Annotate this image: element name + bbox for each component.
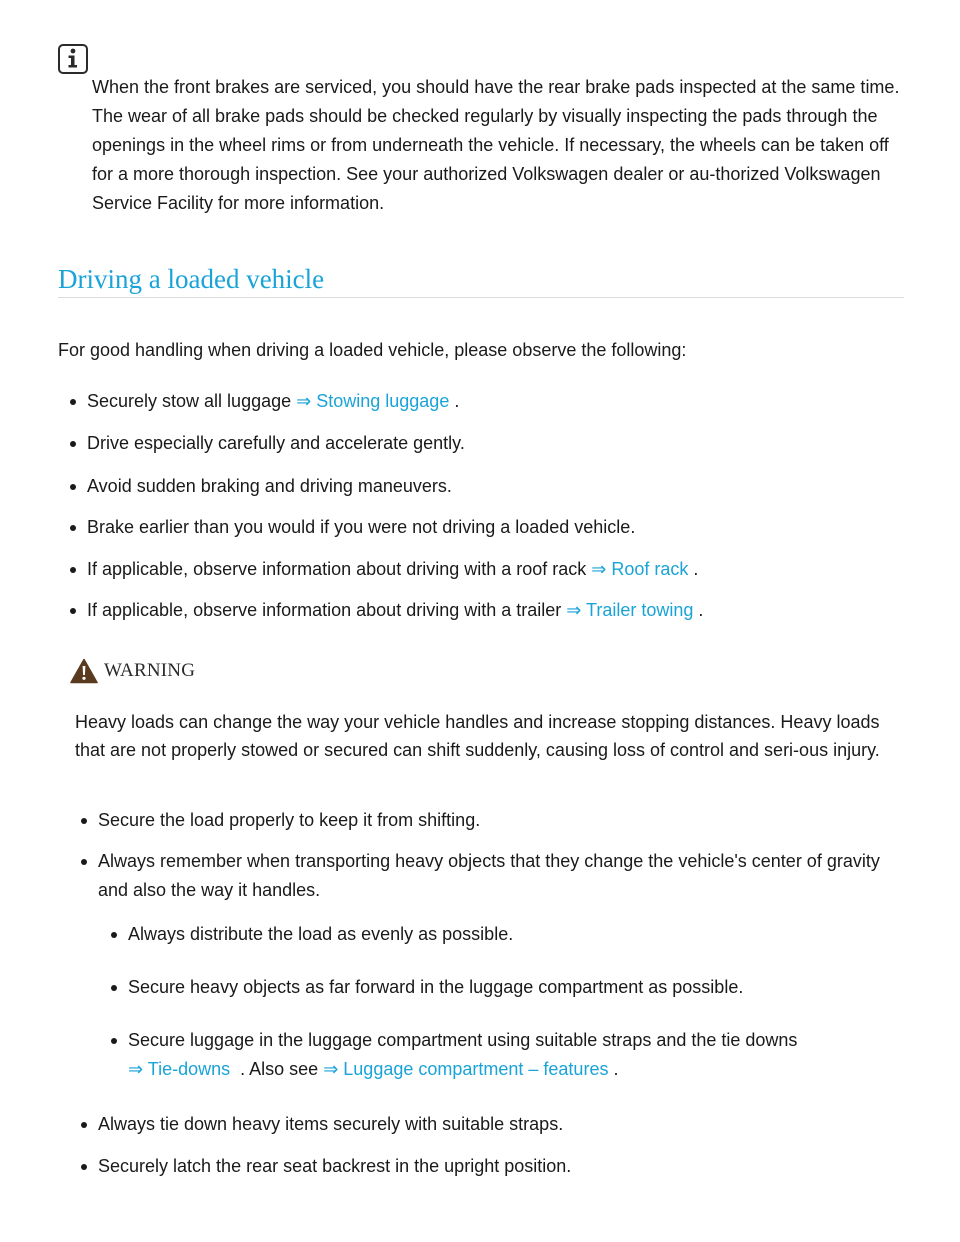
list-item: Brake earlier than you would if you were not driving a loaded vehicle.: [87, 513, 635, 542]
list-item: If applicable, observe information about driving with a trailer ⇒ Trailer towing .: [87, 596, 703, 625]
section-title: Driving a loaded vehicle: [58, 264, 325, 294]
roof-rack-link[interactable]: ⇒ Roof rack: [591, 559, 689, 579]
warning-list-item: Always tie down heavy items securely with suitable straps.: [98, 1110, 563, 1139]
stowing-luggage-link[interactable]: ⇒ Stowing luggage: [296, 391, 450, 411]
trailer-towing-link[interactable]: ⇒ Trailer towing: [566, 600, 694, 620]
tie-downs-link[interactable]: ⇒ Tie-downs: [128, 1059, 231, 1079]
note-text: When the front brakes are serviced, you should have the rear brake pads inspected at the same time. The wear of all brake pads should be checked regularly by visually inspecting the pads through the openings in the wheel rims or from underneath the vehicle. If necessary, the wheels can be taken off for a more thorough inspection. See your authorized Volkswagen dealer or au-thorized Volkswagen Service Facility for more information.: [92, 77, 900, 213]
warning-header: [70, 656, 195, 686]
warning-text: Heavy loads can change the way your vehicle handles and increase stopping distances. Heavy loads that are not properly stowed or secured can shift suddenly, causing loss of control and seri-ous injury.: [75, 712, 880, 760]
warning-list-item: Always remember when transporting heavy objects that they change the vehicle's center of gravity and also the way it handles.: [98, 847, 888, 905]
warning-list-item: Securely latch the rear seat backrest in the upright position.: [98, 1152, 571, 1181]
section-intro: For good handling when driving a loaded vehicle, please observe the following:: [58, 340, 687, 360]
list-item: Securely stow all luggage ⇒ Stowing luggage .: [87, 387, 459, 416]
list-item: Drive especially carefully and accelerate gently.: [87, 429, 465, 458]
warning-list-item: Secure the load properly to keep it from shifting.: [98, 806, 480, 835]
heading-divider: [58, 297, 904, 298]
warning-sub-list-item: Always distribute the load as evenly as possible.: [128, 920, 513, 949]
warning-sub-list-item: Secure luggage in the luggage compartment using suitable straps and the tie downs ⇒ Tie-downs . Also see ⇒ Luggage compartment – features .: [128, 1026, 898, 1084]
info-note-icon: [58, 44, 88, 74]
warning-sub-list-item: Secure heavy objects as far forward in the luggage compartment as possible.: [128, 973, 743, 1002]
list-item: If applicable, observe information about driving with a roof rack ⇒ Roof rack .: [87, 555, 698, 584]
warning-label: WARNING: [104, 660, 196, 681]
luggage-compartment-features-link[interactable]: ⇒ Luggage compartment – features: [323, 1059, 609, 1079]
warning-triangle-icon: [70, 658, 98, 684]
list-item: Avoid sudden braking and driving maneuvers.: [87, 472, 452, 501]
